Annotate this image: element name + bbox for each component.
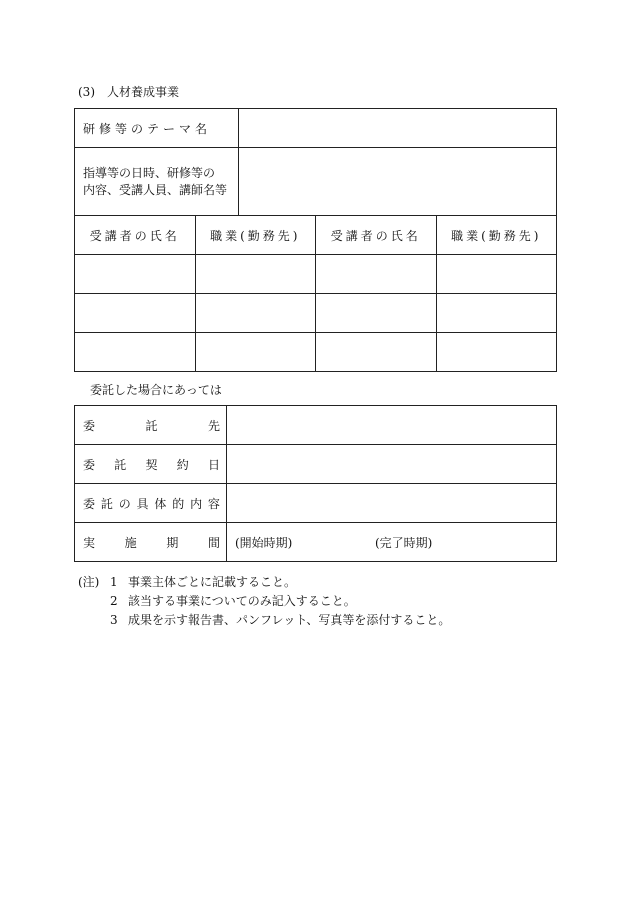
table-row <box>75 294 557 333</box>
table-cell[interactable] <box>75 294 196 333</box>
table-cell[interactable] <box>436 294 557 333</box>
notes <box>78 573 450 630</box>
details-label-line2: 内容、受講人員、講師名等 <box>83 182 228 197</box>
details-label <box>75 148 239 216</box>
note-item: (注) 1 事業主体ごとに記載すること。 <box>78 573 450 592</box>
participants-table <box>74 215 557 372</box>
contractor-label: 委 託 先 <box>75 406 227 445</box>
note-item: 2 該当する事業についてのみ記入すること。 <box>110 594 356 608</box>
table-cell[interactable] <box>195 255 316 294</box>
table-cell[interactable] <box>75 333 196 372</box>
contract-details-value[interactable] <box>227 484 557 523</box>
table-cell[interactable] <box>195 333 316 372</box>
details-value[interactable] <box>239 148 557 216</box>
outsourcing-table <box>74 405 557 562</box>
notes-prefix: (注) <box>78 575 100 589</box>
period-end: (完了時期) <box>375 535 433 550</box>
table-cell[interactable] <box>316 333 437 372</box>
table-row <box>75 255 557 294</box>
section-title: 人材養成事業 <box>107 85 180 99</box>
theme-table <box>74 108 557 216</box>
header-participant-name: 受講者の氏名 <box>316 216 437 255</box>
table-row <box>75 333 557 372</box>
contract-date-value[interactable] <box>227 445 557 484</box>
table-cell[interactable] <box>436 333 557 372</box>
section-number: (3) <box>78 85 95 99</box>
table-cell[interactable] <box>316 255 437 294</box>
section-heading <box>78 83 179 100</box>
theme-label: 研修等のテーマ名 <box>75 109 239 148</box>
header-occupation: 職業(勤務先) <box>436 216 557 255</box>
period-start: (開始時期) <box>235 535 293 550</box>
table-cell[interactable] <box>436 255 557 294</box>
period-label: 実 施 期 間 <box>75 523 227 562</box>
details-label-line1: 指導等の日時、研修等の <box>83 165 216 180</box>
contract-details-label: 委 託 の 具 体 的 内 容 <box>75 484 227 523</box>
header-participant-name: 受講者の氏名 <box>75 216 196 255</box>
theme-value[interactable] <box>239 109 557 148</box>
table-cell[interactable] <box>316 294 437 333</box>
contract-date-label: 委 託 契 約 日 <box>75 445 227 484</box>
outsourcing-subtitle: 委託した場合にあっては <box>90 383 222 397</box>
table-cell[interactable] <box>195 294 316 333</box>
header-occupation: 職業(勤務先) <box>195 216 316 255</box>
contractor-value[interactable] <box>227 406 557 445</box>
table-cell[interactable] <box>75 255 196 294</box>
note-item: 3 成果を示す報告書、パンフレット、写真等を添付すること。 <box>110 613 451 627</box>
period-value[interactable] <box>227 523 557 562</box>
